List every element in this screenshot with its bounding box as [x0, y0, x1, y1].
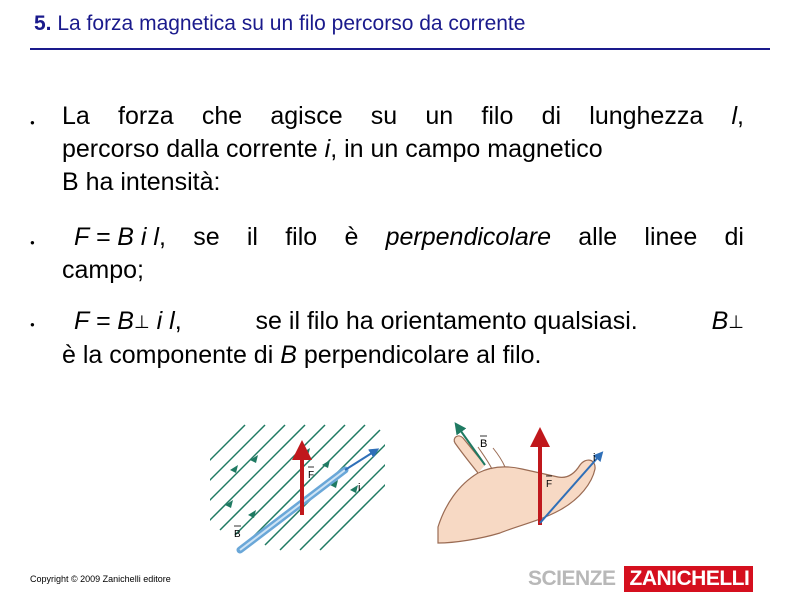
- bullet-2-line-1: [62, 221, 744, 254]
- bullet-1-word: La: [62, 102, 90, 130]
- logo-zanichelli: ZANICHELLI: [624, 566, 754, 592]
- label-f: F: [546, 479, 553, 490]
- bullet-2-word: linee: [644, 223, 698, 251]
- bullet-3-word: se il filo ha orientamento qualsiasi.: [255, 307, 638, 335]
- bullet-1-word: su: [370, 102, 398, 130]
- bullet-2-emph: perpendicolare: [385, 223, 551, 251]
- comma: ,: [737, 102, 744, 130]
- bullet-dot: ●: [30, 320, 35, 329]
- logo-scienze: SCIENZE: [528, 567, 616, 590]
- right-hand-rule-figure: [430, 415, 610, 545]
- bullet-3-line-1: [62, 305, 744, 339]
- bullet-1-word: forza: [118, 102, 174, 130]
- b-perp: [712, 305, 744, 339]
- bullet-1-word: lunghezza: [589, 102, 704, 130]
- label-b: B: [480, 438, 488, 450]
- bullet-1: [62, 100, 744, 199]
- b-perp-letter: B: [711, 307, 729, 335]
- bullet-2-word: filo: [285, 223, 318, 251]
- bullet-2-word: è: [344, 223, 359, 251]
- var-b: B: [280, 341, 297, 369]
- formula-b: i l: [149, 307, 175, 335]
- var-i: i: [324, 135, 331, 163]
- title-number: 5.: [34, 12, 52, 35]
- formula-text: F = B i l: [74, 223, 159, 251]
- formula-general: F = B⊥ i l,: [74, 307, 182, 335]
- formula-a: F = B: [74, 307, 134, 335]
- bullet-3-line-2: [62, 339, 744, 372]
- label-b: B: [234, 529, 241, 540]
- bullet-2-word: di: [724, 223, 744, 251]
- bullet-2-line-2: campo;: [62, 256, 144, 284]
- bullet-1-word: filo: [481, 102, 514, 130]
- bullet-dot: ●: [30, 118, 35, 127]
- slide-title: [34, 12, 525, 36]
- wire-in-field-figure: [210, 415, 385, 555]
- bullet-1-word: agisce: [270, 102, 343, 130]
- publisher-logo: [528, 566, 753, 592]
- var-l: l: [731, 102, 738, 130]
- bullet-1-line-2: [62, 133, 744, 166]
- bullet-3-text-c: perpendicolare al filo.: [296, 341, 542, 369]
- title-underline: [30, 48, 770, 50]
- bullet-1-text-2b: , in un campo magnetico: [330, 135, 603, 163]
- title-text: La forza magnetica su un filo percorso da corrente: [57, 12, 526, 35]
- bullet-1-line-3: B ha intensità:: [62, 168, 221, 196]
- label-i: i: [593, 452, 596, 464]
- label-i: i: [358, 482, 361, 494]
- bullet-2-word: alle: [578, 223, 618, 251]
- perp-symbol: ⊥: [134, 312, 150, 332]
- hand: [438, 460, 595, 543]
- bullet-dot: ●: [30, 238, 35, 247]
- copyright-notice: Copyright © 2009 Zanichelli editore: [30, 574, 171, 584]
- bullet-1-word: di: [541, 102, 562, 130]
- bullet-3: [62, 305, 744, 372]
- bullet-1-word: un: [425, 102, 454, 130]
- formula-simple: F = B i l,: [74, 223, 166, 251]
- label-f: F: [308, 470, 315, 481]
- perp-symbol: ⊥: [728, 312, 744, 332]
- bullet-1-word: [731, 100, 744, 133]
- bullet-1-word: che: [201, 102, 243, 130]
- bullet-3-text-b: è la componente di: [62, 341, 281, 369]
- bullet-2-word: il: [246, 223, 258, 251]
- bullet-1-line-1: [62, 100, 744, 133]
- bullet-2-word: se: [193, 223, 220, 251]
- bullet-2: [62, 221, 744, 287]
- bullet-1-text-2: percorso dalla corrente: [62, 135, 318, 163]
